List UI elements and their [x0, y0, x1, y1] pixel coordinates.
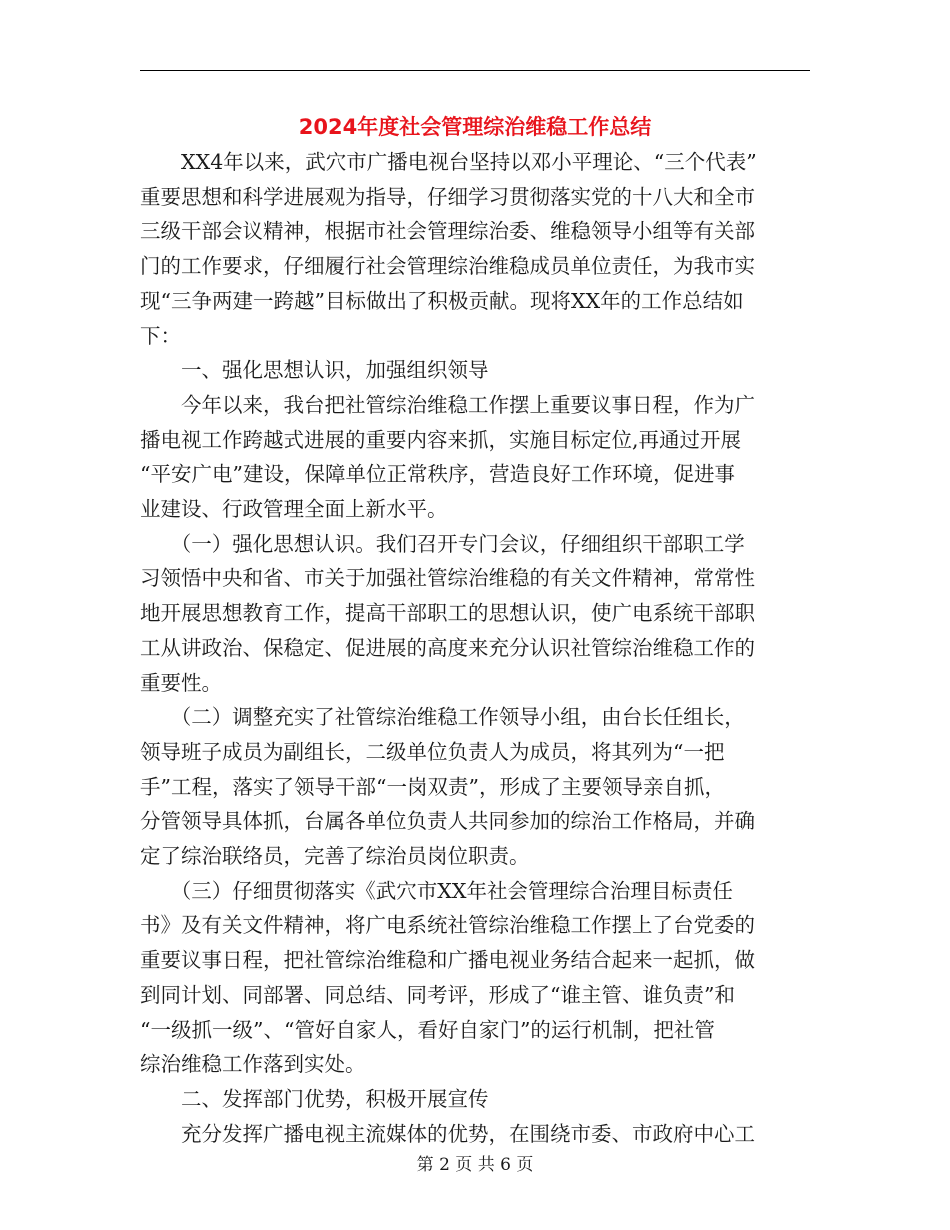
body-line: 工从讲政治、保稳定、促进展的高度来充分认识社管综治维稳工作的 — [140, 635, 755, 660]
body-line: 领导班子成员为副组长，二级单位负责人为成员，将其列为“一把 — [140, 739, 725, 764]
body-line: （二）调整充实了社管综治维稳工作领导小组，由台长任组长， — [140, 705, 745, 730]
body-line: 充分发挥广播电视主流媒体的优势，在围绕市委、市政府中心工 — [140, 1121, 755, 1146]
body-line: 分管领导具体抓，台属各单位负责人共同参加的综治工作格局，并确 — [140, 809, 755, 834]
page-footer: 第 2 页 共 6 页 — [416, 1155, 534, 1175]
body-line: XX4年以来，武穴市广播电视台坚持以邓小平理论、“三个代表” — [140, 150, 757, 174]
body-line: 习领悟中央和省、市关于加强社管综治维稳的有关文件精神，常常性 — [140, 566, 755, 591]
body-line: 到同计划、同部署、同总结、同考评，形成了“谁主管、谁负责”和 — [140, 982, 735, 1007]
body-line: 综治维稳工作落到实处。 — [140, 1052, 366, 1077]
body-line: 业建设、行政管理全面上新水平。 — [140, 497, 448, 521]
body-line: 书》及有关文件精神，将广电系统社管综治维稳工作摆上了台党委的 — [140, 913, 755, 938]
body-line: 重要性。 — [140, 670, 222, 695]
body-line: “平安广电”建设，保障单位正常秩序，营造良好工作环境，促进事 — [140, 462, 735, 487]
body-line: 一、强化思想认识，加强组织领导 — [140, 358, 489, 383]
body-line: 门的工作要求，仔细履行社会管理综治维稳成员单位责任，为我市实 — [140, 254, 755, 279]
body-line: （一）强化思想认识。我们召开专门会议，仔细组织干部职工学 — [140, 531, 745, 556]
top-rule — [140, 70, 810, 71]
body-line: 重要思想和科学进展观为指导，仔细学习贯彻落实党的十八大和全市 — [140, 184, 755, 209]
document-title: 2024年度社会管理综治维稳工作总结 — [298, 115, 652, 139]
body-line: 手”工程，落实了领导干部“一岗双责”，形成了主要领导亲自抓， — [140, 774, 725, 799]
body-line: 重要议事日程，把社管综治维稳和广播电视业务结合起来一起抓，做 — [140, 948, 755, 973]
body-line: 现“三争两建一跨越”目标做出了积极贡献。现将XX年的工作总结如 — [140, 288, 744, 313]
body-line: 地开展思想教育工作，提高干部职工的思想认识，使广电系统干部职 — [140, 601, 755, 626]
body-line: 今年以来，我台把社管综治维稳工作摆上重要议事日程，作为广 — [140, 392, 755, 417]
body-line: 三级干部会议精神，根据市社会管理综治委、维稳领导小组等有关部 — [140, 219, 755, 244]
body-line: 下： — [140, 323, 181, 348]
body-line: 定了综治联络员，完善了综治员岗位职责。 — [140, 844, 530, 868]
body-line: “一级抓一级”、“管好自家人，看好自家门”的运行机制，把社管 — [140, 1017, 715, 1042]
body-line: （三）仔细贯彻落实《武穴市XX年社会管理综合治理目标责任 — [140, 878, 733, 903]
body-line: 二、发挥部门优势，积极开展宣传 — [140, 1086, 489, 1111]
body-line: 播电视工作跨越式进展的重要内容来抓，实施目标定位,再通过开展 — [140, 427, 742, 452]
